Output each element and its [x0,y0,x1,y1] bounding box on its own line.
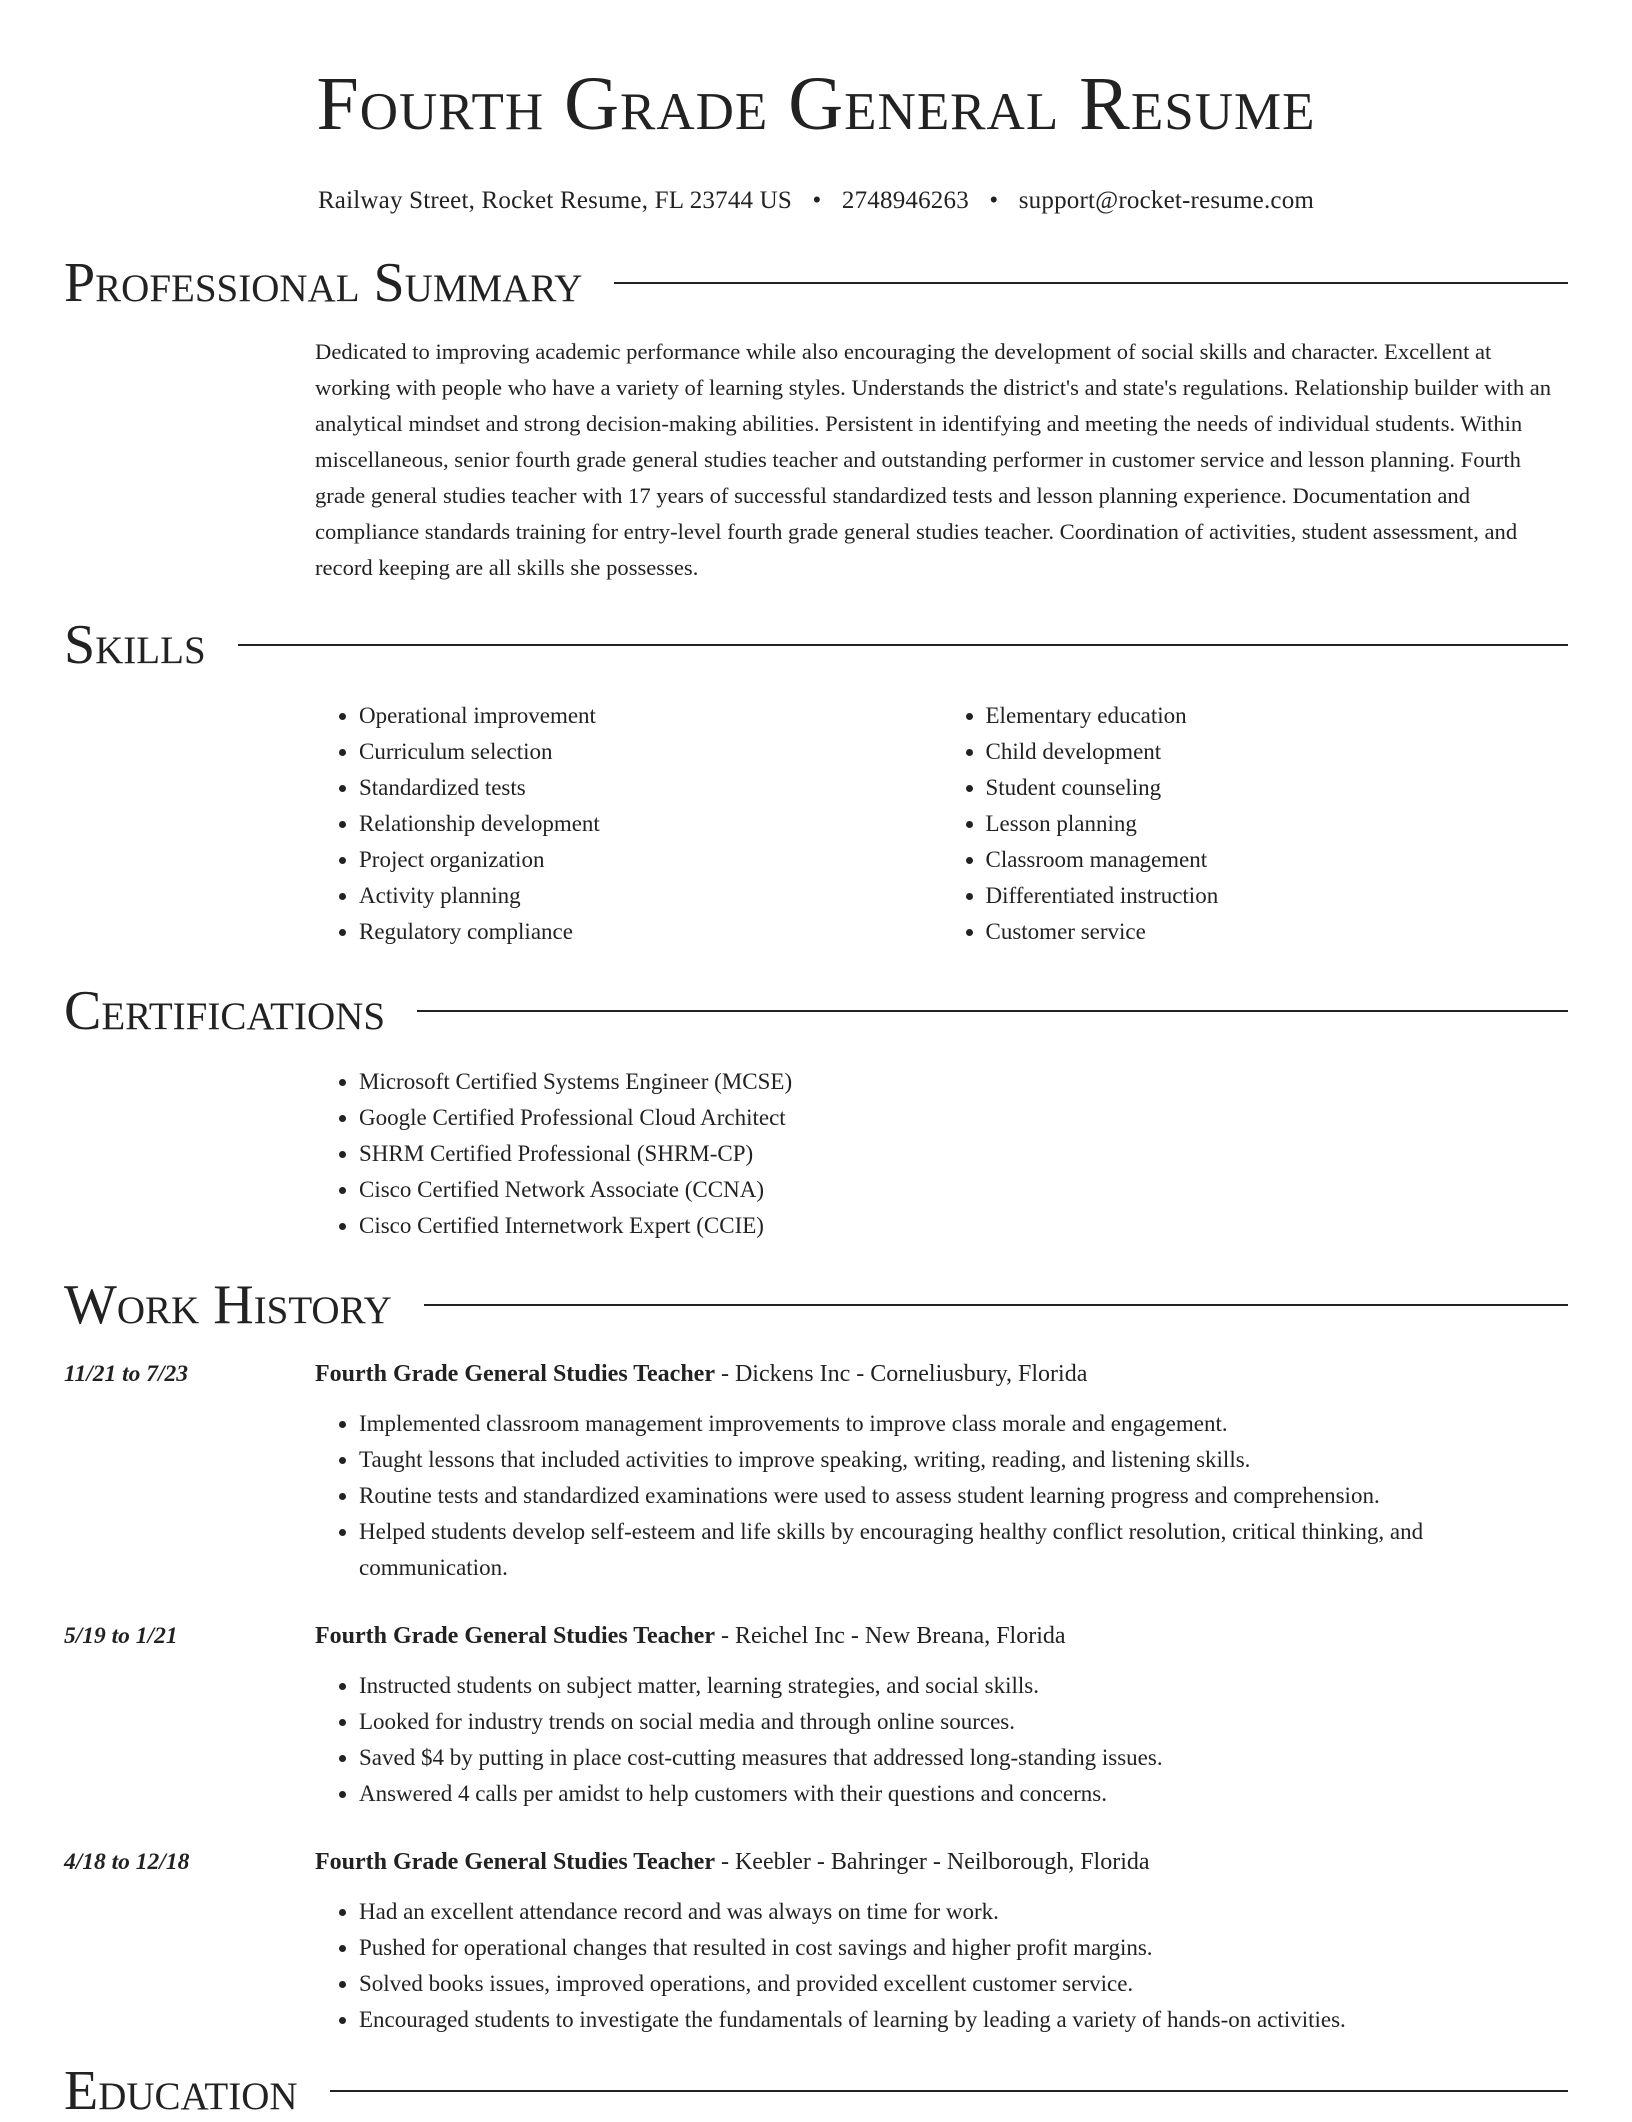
skill-item: • Relationship development [359,806,942,842]
job-employer: - Reichel Inc - New Breana, Florida [714,1623,1066,1649]
skills-heading: Skills [64,614,206,676]
skill-item: • Elementary education [986,698,1569,734]
job-title: Fourth Grade General Studies Teacher [315,1361,715,1387]
skill-item: • Lesson planning [986,806,1569,842]
skill-item: • Classroom management [986,842,1569,878]
job-duties [315,1894,1568,2038]
certification-item: • Cisco Certified Internetwork Expert (CCIE) [359,1208,1568,1244]
contact-email: support@rocket-resume.com [1018,187,1315,214]
skills-section-heading [64,614,1568,676]
section-divider [424,1304,1568,1306]
skill-item: • Activity planning [359,878,942,914]
resume-title: Fourth Grade General Resume [316,62,1316,146]
job-duty: • Implemented classroom management improvements to improve class morale and engagement. [359,1406,1568,1442]
certifications-section-heading [64,980,1568,1042]
job-entry [64,1618,1568,1812]
certification-item: • Google Certified Professional Cloud Architect [359,1100,1568,1136]
job-duty: • Answered 4 calls per amidst to help customers with their questions and concerns. [359,1776,1568,1812]
job-entry [64,1844,1568,2038]
section-divider [417,1010,1568,1012]
skill-item: • Standardized tests [359,770,942,806]
job-heading [315,1356,1568,1392]
job-employer: - Keebler - Bahringer - Neilborough, Florida [714,1849,1150,1875]
skills-column-left [315,698,942,950]
certifications-list [315,1064,1568,1244]
skill-item: • Differentiated instruction [986,878,1569,914]
job-duty: • Encouraged students to investigate the fundamentals of learning by leading a variety of hands-on activities. [359,2002,1568,2038]
skill-item: • Child development [986,734,1569,770]
job-duty: • Instructed students on subject matter, learning strategies, and social skills. [359,1668,1568,1704]
job-dates: 5/19 to 1/21 [64,1623,178,1649]
job-employer: - Dickens Inc - Corneliusbury, Florida [714,1361,1088,1387]
job-duty: • Taught lessons that included activities to improve speaking, writing, reading, and listening skills. [359,1442,1568,1478]
education-heading: Education [64,2060,298,2122]
certification-item: • Cisco Certified Network Associate (CCNA) [359,1172,1568,1208]
summary-text: Dedicated to improving academic performance while also encouraging the development of social skills and character. Excellent at working with people who have a variety of learning styles. Understands the district's and state's regulations. Relationship builder with an analytical mindset and strong decision-making abilities. Persistent in identifying and meeting the needs of individual students. Within miscellaneous, senior fourth grade general studies teacher and outstanding performer in customer service and lesson planning. Fourth grade general studies teacher with 17 years of successful standardized tests and lesson planning experience. Documentation and compliance standards training for entry-level fourth grade general studies teacher. Coordination of activities, student assessment, and record keeping are all skills she possesses. [315,339,1552,580]
section-divider [330,2090,1568,2092]
job-heading [315,1844,1568,1880]
job-duty: • Pushed for operational changes that resulted in cost savings and higher profit margins. [359,1930,1568,1966]
certification-item: • SHRM Certified Professional (SHRM-CP) [359,1136,1568,1172]
job-dates: 4/18 to 12/18 [64,1849,190,1875]
contact-address: Railway Street, Rocket Resume, FL 23744 US [317,187,793,214]
section-divider [614,282,1568,284]
job-duties [315,1668,1568,1812]
education-section-heading [64,2060,1568,2122]
skills-list [315,698,1568,950]
job-duties [315,1406,1568,1586]
skill-item: • Customer service [986,914,1569,950]
job-heading [315,1618,1568,1654]
contact-separator: • [989,187,999,214]
job-duty: • Solved books issues, improved operations, and provided excellent customer service. [359,1966,1568,2002]
skills-column-right [942,698,1569,950]
contact-separator: • [812,187,822,214]
resume-page [64,0,1568,2122]
job-dates: 11/21 to 7/23 [64,1361,189,1387]
certifications-heading: Certifications [64,980,386,1042]
job-duty: • Helped students develop self-esteem and life skills by encouraging healthy conflict resolution, critical thinking, and communication. [359,1514,1568,1586]
skill-item: • Operational improvement [359,698,942,734]
job-duty: • Saved $4 by putting in place cost-cutting measures that addressed long-standing issues. [359,1740,1568,1776]
job-duty: • Looked for industry trends on social media and through online sources. [359,1704,1568,1740]
summary-heading: Professional Summary [64,252,583,314]
skill-item: • Student counseling [986,770,1569,806]
summary-section-heading [64,252,1568,314]
job-title: Fourth Grade General Studies Teacher [315,1623,715,1649]
work-history-section-heading [64,1274,1568,1336]
job-duty: • Had an excellent attendance record and was always on time for work. [359,1894,1568,1930]
contact-phone: 2748946263 [841,187,969,214]
certification-item: • Microsoft Certified Systems Engineer (MCSE) [359,1064,1568,1100]
job-entry [64,1356,1568,1586]
work-history-heading: Work History [64,1274,392,1336]
skill-item: • Curriculum selection [359,734,942,770]
job-duty: • Routine tests and standardized examinations were used to assess student learning progress and comprehension. [359,1478,1568,1514]
job-title: Fourth Grade General Studies Teacher [315,1849,715,1875]
skill-item: • Regulatory compliance [359,914,942,950]
contact-line [64,186,1568,216]
skill-item: • Project organization [359,842,942,878]
section-divider [238,644,1568,646]
